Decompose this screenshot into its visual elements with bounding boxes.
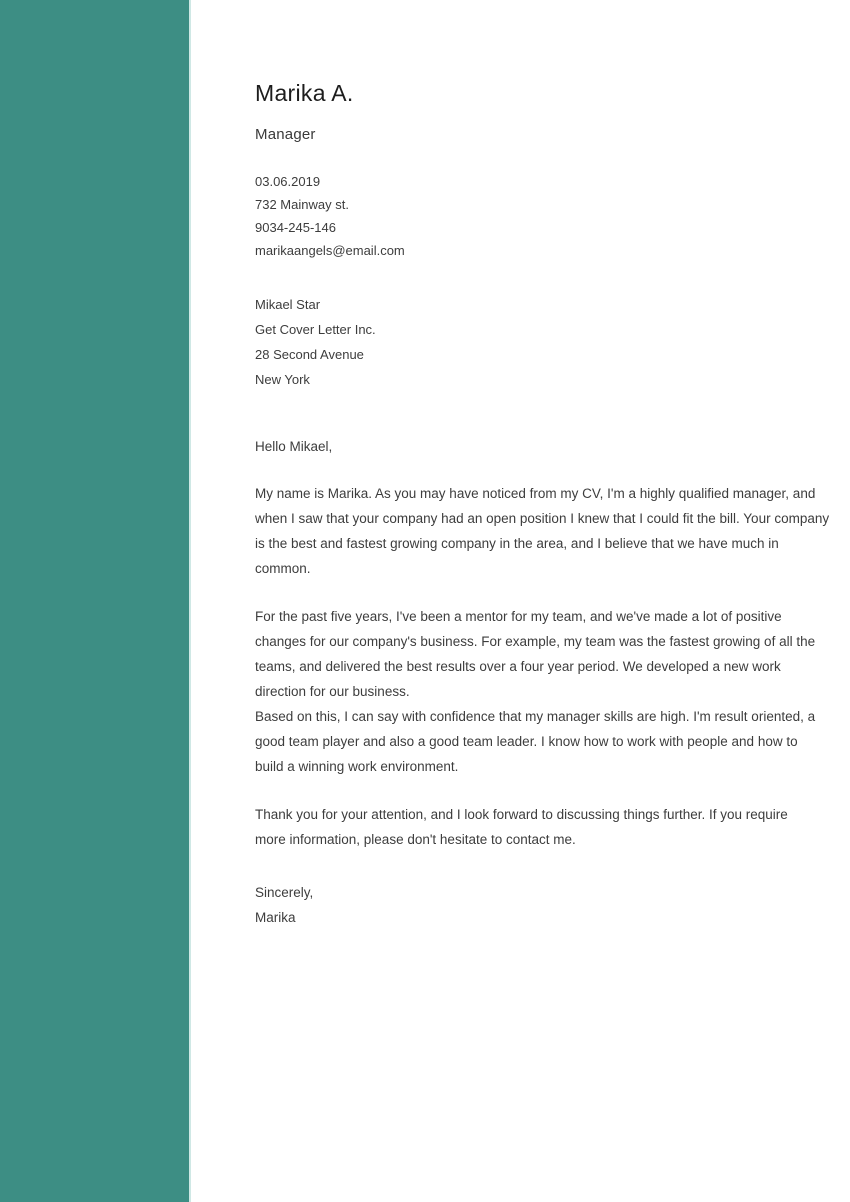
text-line: Marika	[255, 910, 296, 925]
text-line: good team player and also a good team leader. I know how to work with people and how to	[255, 734, 798, 749]
text-line: direction for our business.	[255, 684, 410, 699]
sender-contact-block	[255, 170, 405, 262]
text-line: changes for our company's business. For example, my team was the fastest growing of all the	[255, 634, 816, 649]
text-line: marikaangels@email.com	[255, 243, 405, 258]
text-line: common.	[255, 561, 311, 576]
recipient-address-block	[255, 292, 376, 392]
text-line: 28 Second Avenue	[255, 347, 364, 362]
text-line: 9034-245-146	[255, 220, 336, 235]
body-paragraph-3	[255, 802, 788, 852]
closing-signature-block	[255, 880, 313, 930]
salutation: Hello Mikael,	[255, 439, 333, 454]
text-line: more information, please don't hesitate to contact me.	[255, 832, 576, 847]
body-paragraph-2	[255, 604, 815, 779]
text-line: is the best and fastest growing company in the area, and I believe that we have much in	[255, 536, 779, 551]
text-line: For the past five years, I've been a mentor for my team, and we've made a lot of positive	[255, 609, 782, 624]
accent-sidebar	[0, 0, 191, 1202]
sender-name-heading: Marika A.	[255, 80, 354, 106]
sender-job-title: Manager	[255, 126, 316, 143]
body-paragraph-1	[255, 481, 829, 581]
text-line: teams, and delivered the best results over a four year period. We developed a new work	[255, 659, 781, 674]
text-line: Get Cover Letter Inc.	[255, 322, 376, 337]
text-line: Sincerely,	[255, 885, 314, 900]
text-line: Based on this, I can say with confidence that my manager skills are high. I'm result oriented, a	[255, 709, 816, 724]
text-line: 732 Mainway st.	[255, 197, 349, 212]
text-line: when I saw that your company had an open position I knew that I could fit the bill. Your company	[255, 511, 830, 526]
text-line: Mikael Star	[255, 297, 321, 312]
text-line: 03.06.2019	[255, 174, 321, 189]
text-line: Thank you for your attention, and I look forward to discussing things further. If you require	[255, 807, 788, 822]
text-line: build a winning work environment.	[255, 759, 459, 774]
text-line: New York	[255, 372, 310, 387]
text-line: My name is Marika. As you may have noticed from my CV, I'm a highly qualified manager, and	[255, 486, 816, 501]
